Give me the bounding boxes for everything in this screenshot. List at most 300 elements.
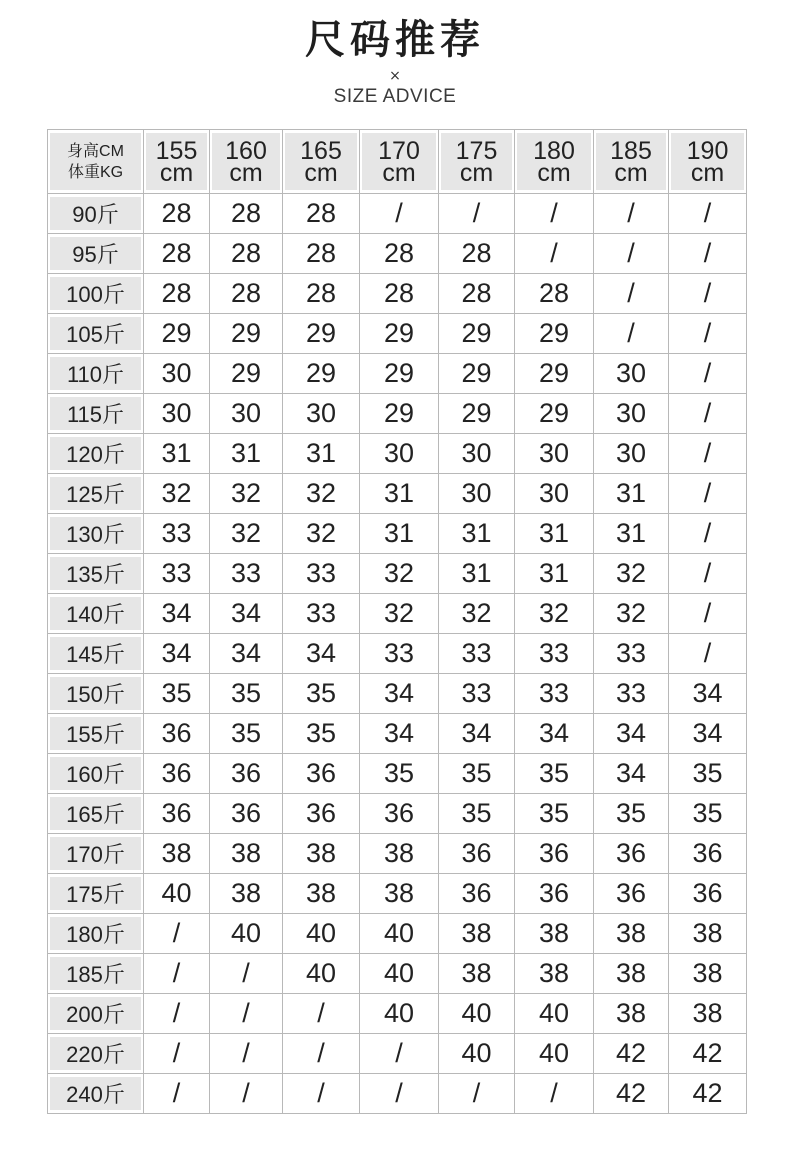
weight-label: 185斤 (66, 962, 125, 987)
size-cell: 28 (210, 234, 283, 274)
size-cell: / (144, 994, 210, 1034)
size-cell: / (210, 994, 283, 1034)
size-cell: 30 (360, 434, 439, 474)
size-cell: 36 (439, 874, 515, 914)
weight-label: 240斤 (66, 1082, 125, 1107)
size-cell: 36 (283, 754, 360, 794)
size-cell: / (360, 194, 439, 234)
size-cell: 36 (144, 714, 210, 754)
size-cell: 35 (669, 754, 747, 794)
weight-cell-shade (50, 917, 141, 950)
size-cell: 29 (439, 394, 515, 434)
size-cell: / (669, 474, 747, 514)
size-cell: / (210, 1034, 283, 1074)
size-cell: 36 (594, 834, 669, 874)
height-unit: cm (614, 158, 648, 187)
size-cell: 31 (515, 514, 594, 554)
height-header-shade (212, 133, 280, 190)
size-cell: 40 (210, 914, 283, 954)
size-cell: 29 (439, 354, 515, 394)
size-cell: 28 (210, 274, 283, 314)
weight-cell (48, 394, 144, 434)
size-cell: 33 (439, 634, 515, 674)
size-cell: / (210, 954, 283, 994)
table-row (48, 354, 747, 394)
size-cell: 31 (283, 434, 360, 474)
size-cell: 33 (144, 554, 210, 594)
table-row (48, 274, 747, 314)
weight-label: 120斤 (66, 442, 125, 467)
size-cell: 34 (283, 634, 360, 674)
table-row (48, 874, 747, 914)
size-cell: 36 (144, 794, 210, 834)
size-cell: 38 (594, 954, 669, 994)
size-cell: 32 (144, 474, 210, 514)
weight-cell (48, 434, 144, 474)
weight-label: 165斤 (66, 802, 125, 827)
size-cell: 40 (439, 1034, 515, 1074)
table-row (48, 554, 747, 594)
size-cell: 38 (594, 914, 669, 954)
size-cell: 35 (515, 754, 594, 794)
size-cell: / (283, 994, 360, 1034)
height-header-shade (362, 133, 436, 190)
size-cell: 30 (144, 354, 210, 394)
weight-label: 220斤 (66, 1042, 125, 1067)
size-cell: 40 (515, 1034, 594, 1074)
weight-cell (48, 634, 144, 674)
height-header (515, 130, 594, 194)
height-unit: cm (382, 158, 416, 187)
size-cell: 36 (210, 754, 283, 794)
size-cell: 38 (283, 834, 360, 874)
size-cell: 34 (439, 714, 515, 754)
size-cell: 30 (594, 394, 669, 434)
weight-cell (48, 594, 144, 634)
size-cell: 35 (210, 674, 283, 714)
size-cell: 29 (283, 354, 360, 394)
size-cell: 33 (360, 634, 439, 674)
weight-cell-shade (50, 957, 141, 990)
size-cell: 42 (594, 1034, 669, 1074)
size-cell: 40 (360, 994, 439, 1034)
height-header (594, 130, 669, 194)
size-cell: 36 (515, 834, 594, 874)
size-cell: 29 (210, 314, 283, 354)
size-cell: 40 (283, 914, 360, 954)
table-row (48, 394, 747, 434)
table-row (48, 474, 747, 514)
table-row (48, 994, 747, 1034)
weight-label: 90斤 (72, 202, 119, 227)
size-cell: 28 (283, 274, 360, 314)
weight-cell-shade (50, 357, 141, 390)
size-cell: 34 (515, 714, 594, 754)
weight-label: 160斤 (66, 762, 125, 787)
height-header-shade (517, 133, 591, 190)
size-cell: 33 (439, 674, 515, 714)
size-cell: 36 (439, 834, 515, 874)
size-cell: 34 (360, 674, 439, 714)
table-row (48, 434, 747, 474)
weight-cell-shade (50, 1037, 141, 1070)
table-row (48, 674, 747, 714)
table-row (48, 914, 747, 954)
weight-label: 155斤 (66, 722, 125, 747)
size-cell: / (515, 194, 594, 234)
table-row (48, 194, 747, 234)
size-cell: 30 (594, 354, 669, 394)
size-cell: 40 (515, 994, 594, 1034)
size-cell: / (144, 1074, 210, 1114)
size-cell: / (669, 314, 747, 354)
size-cell: 35 (210, 714, 283, 754)
height-unit: cm (690, 158, 725, 187)
size-cell: / (669, 194, 747, 234)
size-cell: 35 (144, 674, 210, 714)
size-cell: / (144, 1034, 210, 1074)
size-cell: 38 (669, 994, 747, 1034)
weight-cell (48, 1074, 144, 1114)
size-cell: 34 (210, 594, 283, 634)
size-cell: 38 (669, 914, 747, 954)
table-row (48, 1034, 747, 1074)
weight-cell-shade (50, 877, 141, 910)
size-cell: 28 (210, 194, 283, 234)
weight-label: 105斤 (66, 322, 125, 347)
size-cell: 34 (144, 634, 210, 674)
size-cell: 42 (594, 1074, 669, 1114)
weight-cell (48, 1034, 144, 1074)
size-cell: / (669, 434, 747, 474)
height-header-shade (285, 133, 357, 190)
size-cell: 32 (210, 514, 283, 554)
size-cell: 31 (594, 474, 669, 514)
size-cell: 33 (594, 634, 669, 674)
size-cell: 32 (360, 594, 439, 634)
height-value: 165 (300, 136, 342, 165)
size-cell: 36 (594, 874, 669, 914)
weight-cell (48, 274, 144, 314)
size-cell: / (669, 514, 747, 554)
size-table (47, 129, 747, 1114)
height-header (144, 130, 210, 194)
size-cell: 35 (669, 794, 747, 834)
weight-cell (48, 874, 144, 914)
table-row (48, 234, 747, 274)
weight-label: 145斤 (66, 642, 125, 667)
size-cell: 31 (144, 434, 210, 474)
weight-cell (48, 794, 144, 834)
weight-cell-shade (50, 237, 141, 270)
weight-label: 140斤 (66, 602, 125, 627)
size-cell: 38 (283, 874, 360, 914)
size-cell: 34 (360, 714, 439, 754)
weight-cell (48, 514, 144, 554)
height-value: 160 (225, 136, 267, 165)
weight-label: 115斤 (66, 402, 125, 427)
size-cell: / (594, 274, 669, 314)
size-cell: 34 (594, 754, 669, 794)
size-cell: 38 (515, 914, 594, 954)
weight-cell-shade (50, 797, 141, 830)
size-cell: 29 (515, 314, 594, 354)
table-row (48, 594, 747, 634)
weight-cell-shade (50, 317, 141, 350)
size-cell: 38 (360, 834, 439, 874)
size-cell: 31 (515, 554, 594, 594)
page-subtitle: SIZE ADVICE (333, 86, 457, 107)
weight-cell (48, 914, 144, 954)
weight-cell (48, 954, 144, 994)
weight-cell-shade (50, 1077, 141, 1110)
title-separator: × (389, 68, 401, 84)
corner-cell (48, 130, 144, 194)
size-cell: 33 (283, 554, 360, 594)
table-row (48, 1074, 747, 1114)
size-cell: 31 (439, 554, 515, 594)
size-cell: 36 (210, 794, 283, 834)
size-cell: / (669, 394, 747, 434)
weight-label: 95斤 (72, 242, 119, 267)
weight-label: 100斤 (66, 282, 125, 307)
height-value: 155 (155, 136, 198, 165)
size-cell: 33 (144, 514, 210, 554)
weight-cell-shade (50, 837, 141, 870)
size-cell: 28 (283, 194, 360, 234)
table-row (48, 754, 747, 794)
height-value: 170 (378, 136, 420, 165)
size-cell: 38 (439, 954, 515, 994)
weight-cell (48, 474, 144, 514)
size-cell: 33 (594, 674, 669, 714)
weight-cell-shade (50, 757, 141, 790)
weight-cell-shade (50, 477, 141, 510)
weight-cell-shade (50, 717, 141, 750)
weight-cell (48, 834, 144, 874)
weight-label: 110斤 (66, 362, 125, 387)
weight-cell-shade (50, 677, 141, 710)
size-cell: 31 (439, 514, 515, 554)
weight-cell-shade (50, 397, 141, 430)
table-row (48, 794, 747, 834)
height-value: 175 (455, 136, 498, 165)
weight-cell-shade (50, 637, 141, 670)
height-unit-label: 身高CM (67, 142, 124, 160)
size-cell: 31 (594, 514, 669, 554)
size-cell: 30 (515, 434, 594, 474)
size-cell: 38 (210, 874, 283, 914)
size-cell: 36 (669, 874, 747, 914)
size-cell: 28 (283, 234, 360, 274)
size-cell: 35 (515, 794, 594, 834)
size-cell: 38 (669, 954, 747, 994)
weight-cell-shade (50, 557, 141, 590)
size-cell: 31 (360, 514, 439, 554)
height-header-shade (596, 133, 666, 190)
size-cell: 30 (439, 434, 515, 474)
size-cell: 28 (439, 274, 515, 314)
size-cell: 32 (360, 554, 439, 594)
height-unit: cm (229, 158, 263, 187)
height-value: 190 (686, 136, 729, 165)
weight-label: 175斤 (66, 882, 125, 907)
size-cell: 29 (360, 314, 439, 354)
size-cell: 34 (144, 594, 210, 634)
weight-cell-shade (50, 277, 141, 310)
height-value: 185 (610, 136, 652, 165)
weight-label: 125斤 (66, 482, 125, 507)
weight-cell (48, 554, 144, 594)
height-header-shade (671, 133, 744, 190)
table-row (48, 834, 747, 874)
table-row (48, 714, 747, 754)
size-cell: / (669, 354, 747, 394)
weight-cell (48, 314, 144, 354)
weight-cell (48, 194, 144, 234)
size-cell: 40 (360, 954, 439, 994)
size-cell: / (210, 1074, 283, 1114)
size-cell: 30 (515, 474, 594, 514)
size-cell: 30 (210, 394, 283, 434)
size-cell: 36 (144, 754, 210, 794)
size-cell: / (144, 954, 210, 994)
size-table-body (48, 130, 747, 1114)
size-cell: 38 (515, 954, 594, 994)
size-cell: 32 (210, 474, 283, 514)
height-unit: cm (304, 158, 338, 187)
size-cell: 29 (515, 394, 594, 434)
size-cell: 28 (144, 274, 210, 314)
size-cell: 34 (669, 674, 747, 714)
size-cell: 30 (283, 394, 360, 434)
size-cell: / (669, 274, 747, 314)
weight-label: 135斤 (66, 562, 125, 587)
size-cell: 34 (594, 714, 669, 754)
size-cell: 28 (144, 234, 210, 274)
table-row (48, 514, 747, 554)
header-row (48, 130, 747, 194)
weight-cell (48, 714, 144, 754)
size-cell: 38 (360, 874, 439, 914)
size-cell: 32 (515, 594, 594, 634)
size-cell: 29 (515, 354, 594, 394)
size-cell: 32 (594, 554, 669, 594)
height-header (283, 130, 360, 194)
size-cell: 32 (283, 474, 360, 514)
height-header (360, 130, 439, 194)
size-cell: 32 (594, 594, 669, 634)
size-cell: 33 (283, 594, 360, 634)
size-cell: 40 (439, 994, 515, 1034)
size-cell: 35 (360, 754, 439, 794)
size-cell: / (515, 1074, 594, 1114)
size-cell: 36 (283, 794, 360, 834)
size-cell: / (594, 234, 669, 274)
size-cell: 36 (515, 874, 594, 914)
size-cell: / (515, 234, 594, 274)
size-cell: / (283, 1074, 360, 1114)
size-cell: 38 (439, 914, 515, 954)
size-cell: 38 (144, 834, 210, 874)
size-cell: 35 (594, 794, 669, 834)
weight-label: 150斤 (66, 682, 125, 707)
size-cell: 29 (210, 354, 283, 394)
size-cell: 28 (515, 274, 594, 314)
size-cell: / (669, 634, 747, 674)
size-cell: 33 (515, 634, 594, 674)
size-cell: 30 (439, 474, 515, 514)
weight-cell-shade (50, 437, 141, 470)
size-cell: / (360, 1074, 439, 1114)
size-cell: 40 (360, 914, 439, 954)
height-header (669, 130, 747, 194)
size-cell: / (669, 594, 747, 634)
height-header (439, 130, 515, 194)
weight-cell (48, 994, 144, 1034)
size-cell: 36 (360, 794, 439, 834)
weight-label: 130斤 (66, 522, 125, 547)
size-cell: 29 (360, 354, 439, 394)
size-cell: 35 (283, 674, 360, 714)
size-cell: 28 (360, 234, 439, 274)
size-cell: 35 (439, 754, 515, 794)
weight-cell-shade (50, 197, 141, 230)
size-cell: 29 (144, 314, 210, 354)
size-cell: 35 (439, 794, 515, 834)
height-unit: cm (459, 158, 494, 187)
size-cell: / (283, 1034, 360, 1074)
size-cell: 42 (669, 1034, 747, 1074)
size-cell: 35 (283, 714, 360, 754)
size-cell: 38 (210, 834, 283, 874)
size-cell: 31 (360, 474, 439, 514)
size-cell: 31 (210, 434, 283, 474)
size-cell: 29 (360, 394, 439, 434)
weight-unit-label: 体重KG (67, 163, 124, 181)
page-title: 尺码推荐 (305, 17, 485, 63)
size-cell: / (669, 234, 747, 274)
size-cell: 30 (594, 434, 669, 474)
weight-cell (48, 354, 144, 394)
weight-cell (48, 754, 144, 794)
size-cell: 28 (360, 274, 439, 314)
size-cell: 29 (439, 314, 515, 354)
height-unit: cm (159, 158, 194, 187)
corner-shade (50, 133, 141, 190)
size-cell: 28 (144, 194, 210, 234)
size-cell: 33 (515, 674, 594, 714)
height-header-shade (146, 133, 207, 190)
weight-cell-shade (50, 997, 141, 1030)
size-cell: 36 (669, 834, 747, 874)
weight-cell (48, 674, 144, 714)
table-row (48, 634, 747, 674)
size-cell: 32 (439, 594, 515, 634)
weight-label: 170斤 (66, 842, 125, 867)
size-cell: / (360, 1034, 439, 1074)
size-cell: 32 (283, 514, 360, 554)
table-row (48, 314, 747, 354)
size-cell: 34 (210, 634, 283, 674)
height-unit: cm (537, 158, 571, 187)
weight-label: 180斤 (66, 922, 125, 947)
height-value: 180 (533, 136, 575, 165)
size-cell: 30 (144, 394, 210, 434)
size-cell: 40 (283, 954, 360, 994)
height-header-shade (441, 133, 512, 190)
weight-label: 200斤 (66, 1002, 125, 1027)
